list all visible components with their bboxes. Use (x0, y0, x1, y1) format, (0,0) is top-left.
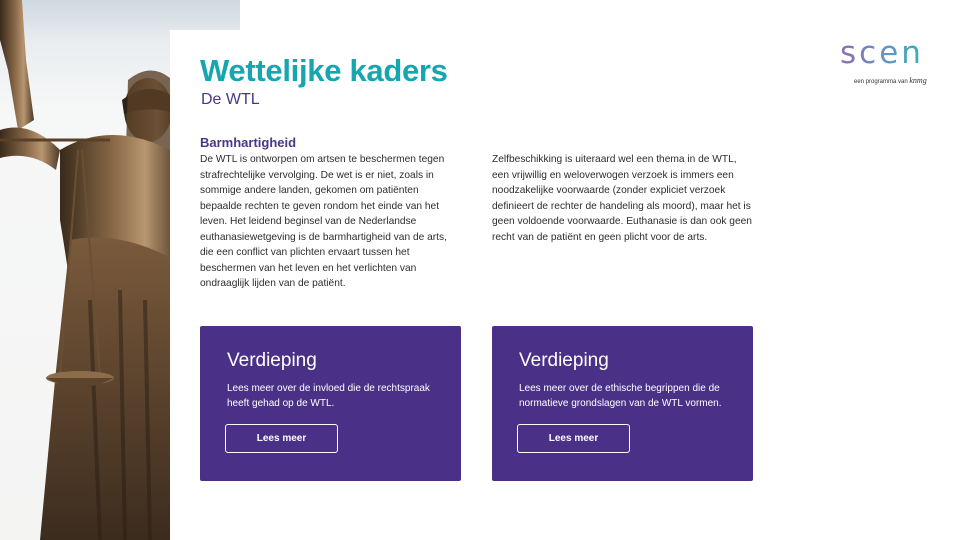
intro-right-column (492, 152, 754, 245)
deepening-card-ethics (492, 326, 753, 481)
card-text: Lees meer over de ethische begrippen die de normatieve grondslagen van de WTL vormen. (519, 383, 722, 409)
card-title: Verdieping (519, 350, 609, 371)
read-more-button[interactable]: Lees meer (225, 424, 338, 453)
intro-left-column (200, 136, 462, 292)
intro-left-paragraph: De WTL is ontworpen om artsen te beschermen tegen strafrechtelijke vervolging. De wet is er niet, zoals in sommige andere landen, gekomen om patiënten bepaalde rechten te geven rondom het einde van het leven. Het leidend beginsel van de Nederlandse euthanasiewetgeving is de barmhartigheid van de arts, die een conflict van plichten ervaart tussen het beschermen van het leven en het verlichten van ondraaglijk lijden van de patiënt. (200, 154, 447, 289)
logo-tagline-brand: knmg (909, 76, 927, 85)
logo-tagline-prefix: een programma van (854, 79, 908, 85)
page-title: Wettelijke kaders (200, 53, 448, 88)
scen-logo[interactable] (840, 36, 936, 92)
intro-right-paragraph: Zelfbeschikking is uiteraard wel een thema in de WTL, een vrijwillig en weloverwogen verzoek is immers een noodzakelijke voorwaarde (zonder expliciet verzoek definieert de rechter de handeling als moord), maar het is geen voldoende voorwaarde. Euthanasie is dan ook geen recht van de patiënt en geen plicht voor de arts. (492, 154, 752, 243)
page-subtitle: De WTL (201, 91, 260, 108)
card-text: Lees meer over de invloed die de rechtspraak heeft gehad op de WTL. (227, 383, 430, 409)
logo-tagline (854, 76, 927, 85)
deepening-card-jurisprudence (200, 326, 461, 481)
card-title: Verdieping (227, 350, 317, 371)
logo-wordmark: scen (840, 35, 924, 71)
section-heading: Barmhartigheid (200, 135, 297, 150)
read-more-button[interactable]: Lees meer (517, 424, 630, 453)
